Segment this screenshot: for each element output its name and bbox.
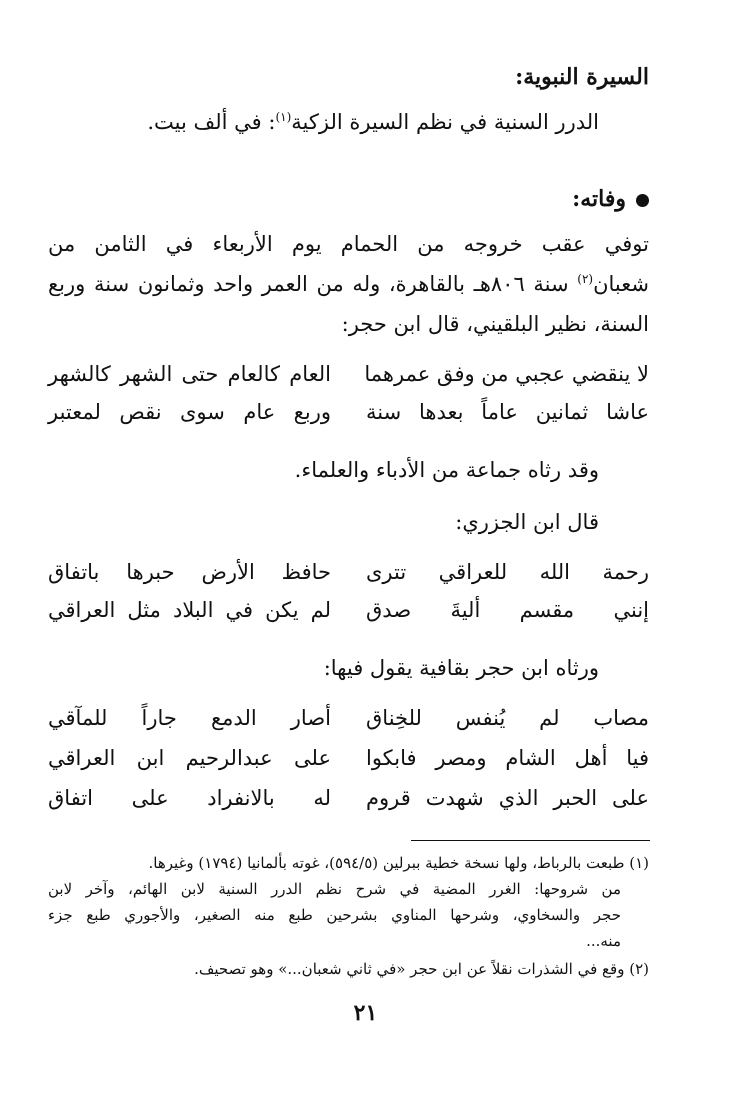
section-heading-sira: السيرة النبوية: <box>515 64 649 90</box>
footnote-1-line-4: منه... <box>586 932 621 950</box>
footnote-ref-1[interactable]: (١) <box>275 110 292 124</box>
verse-first-hemistich: فيا أهل الشام ومصر فابكوا <box>366 746 649 770</box>
poem-2-verse-1 <box>48 560 649 594</box>
verse-second-hemistich: وربع عام سوى نقص لمعتبر <box>48 400 331 424</box>
footnote-1-line-3: حجر والسخاوي، وشرحها المناوي بشرحين طبع منه الصغير، والأجوري طبع جزء <box>48 906 621 924</box>
footnote-separator <box>411 840 650 841</box>
verse-first-hemistich: إنني مقسم أليةَ صدق <box>366 598 649 622</box>
death-paragraph-line-1: توفي عقب خروجه من الحمام يوم الأربعاء في الثامن من <box>48 232 649 256</box>
poem-3-verse-1 <box>48 706 649 740</box>
elegy-intro-line: وقد رثاه جماعة من الأدباء والعلماء. <box>294 458 599 482</box>
verse-second-hemistich: حافظ الأرض حبرها باتفاق <box>48 560 331 584</box>
bullet-icon <box>636 194 649 207</box>
footnote-1-line-2: من شروحها: الغرر المضية في شرح نظم الدرر السنية لابن الهائم، وآخر لابن <box>48 880 621 898</box>
sira-book-line <box>48 110 599 134</box>
footnote-1-line-1: (١) طبعت بالرباط، ولها نسخة خطية ببرلين (٥٩٤/٥)، غوته بألمانيا (١٧٩٤) وغيرها. <box>148 854 649 872</box>
verse-second-hemistich: العام كالعام حتى الشهر كالشهر <box>48 362 331 386</box>
verse-first-hemistich: مصاب لم يُنفس للخِناق <box>366 706 649 730</box>
verse-second-hemistich: لم يكن في البلاد مثل العراقي <box>48 598 331 622</box>
poem-2-verse-2 <box>48 598 649 632</box>
sira-book-desc: : في ألف بيت. <box>147 110 276 134</box>
verse-second-hemistich: له بالانفراد على اتفاق <box>48 786 331 810</box>
verse-second-hemistich: أصار الدمع جاراً للمآقي <box>48 706 331 730</box>
verse-second-hemistich: على عبدالرحيم ابن العراقي <box>48 746 331 770</box>
jazari-intro-line: قال ابن الجزري: <box>455 510 599 534</box>
section-heading-death <box>48 186 649 212</box>
verse-first-hemistich: عاشا ثمانين عاماً بعدها سنة <box>366 400 649 424</box>
poem-1-verse-2 <box>48 400 649 434</box>
page-number: ٢١ <box>353 1000 378 1026</box>
ibnhajar-intro-line: ورثاه ابن حجر بقافية يقول فيها: <box>323 656 599 680</box>
death-date-text: سنة ٨٠٦هـ بالقاهرة، وله من العمر واحد وثمانون سنة وربع <box>48 272 578 296</box>
poem-3-verse-3 <box>48 786 649 820</box>
death-month-word: شعبان <box>593 272 649 296</box>
footnote-2-line-1: (٢) وقع في الشذرات نقلاً عن ابن حجر «في ثاني شعبان...» وهو تصحيف. <box>194 960 649 978</box>
death-paragraph-line-3: السنة، نظير البلقيني، قال ابن حجر: <box>341 312 649 336</box>
sira-book-title: الدرر السنية في نظم السيرة الزكية <box>291 110 599 134</box>
verse-first-hemistich: على الحبر الذي شهدت قروم <box>366 786 649 810</box>
death-paragraph-line-2 <box>48 272 649 296</box>
poem-1-verse-1 <box>48 362 649 396</box>
verse-first-hemistich: لا ينقضي عجبي من وفق عمرهما <box>364 362 649 386</box>
footnote-ref-2[interactable]: (٢) <box>577 272 594 286</box>
verse-first-hemistich: رحمة الله للعراقي تترى <box>366 560 649 584</box>
poem-3-verse-2 <box>48 746 649 780</box>
death-heading-label: وفاته: <box>572 186 626 212</box>
